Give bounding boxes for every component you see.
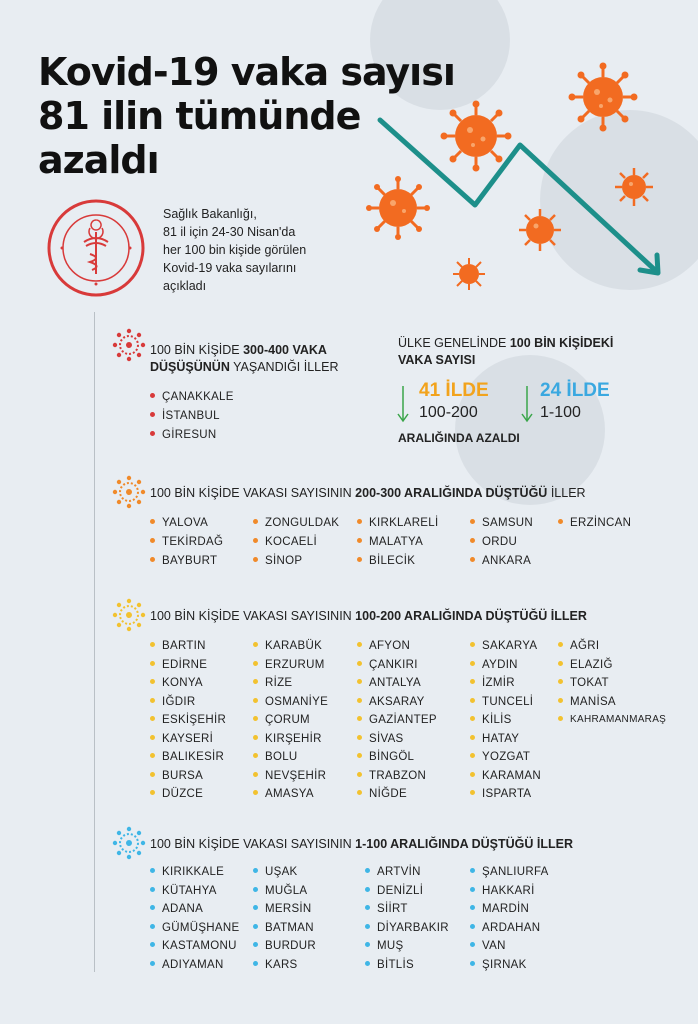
bullet-dot: [150, 698, 155, 703]
bullet-dot: [365, 961, 370, 966]
section-title-1-100: [150, 837, 573, 851]
province-item: [558, 714, 666, 725]
province-name: NEVŞEHİR: [265, 769, 327, 782]
province-name: SAMSUN: [482, 517, 534, 529]
summary-range: 100-200: [419, 404, 478, 421]
province-name: KAHRAMANMARAŞ: [570, 714, 667, 725]
province-name: MALATYA: [369, 536, 424, 548]
bullet-dot: [558, 642, 563, 647]
bullet-dot: [253, 887, 258, 892]
province-item: [150, 410, 220, 422]
virus-icon-red: [112, 328, 146, 362]
province-name: MERSİN: [265, 903, 312, 915]
province-item: [470, 922, 540, 934]
province-name: KARS: [265, 958, 298, 971]
province-name: AĞRI: [570, 640, 600, 652]
bullet-dot: [253, 716, 258, 721]
bullet-dot: [150, 393, 155, 398]
bullet-dot: [357, 557, 362, 562]
province-name: YOZGAT: [482, 751, 531, 763]
province-name: GİRESUN: [162, 429, 217, 441]
bullet-dot: [253, 698, 258, 703]
bullet-dot: [150, 519, 155, 524]
down-arrow-icon: [396, 384, 410, 424]
province-item: [558, 640, 599, 652]
province-name: ESKİŞEHİR: [162, 714, 227, 726]
province-item: [253, 903, 312, 915]
bullet-dot: [253, 519, 258, 524]
bullet-dot: [365, 887, 370, 892]
province-item: [558, 659, 613, 671]
bullet-dot: [470, 642, 475, 647]
section-title-bold: 200-300 ARALIĞINDA DÜŞTÜĞÜ: [355, 486, 548, 500]
intro-line: her 100 bin kişide görülen: [163, 243, 307, 257]
province-name: DÜZCE: [162, 788, 204, 800]
virus-icon: [612, 165, 656, 209]
province-name: HAKKARİ: [482, 884, 535, 897]
summary-heading-bold: 100 BİN KİŞİDEKİ: [509, 336, 614, 350]
section-title-200-300: [150, 486, 586, 500]
province-item: [253, 696, 328, 708]
bullet-dot: [150, 412, 155, 417]
section-title-text: YAŞANDIĞI İLLER: [229, 360, 339, 374]
province-name: AKSARAY: [369, 695, 425, 708]
province-item: [365, 903, 408, 915]
bullet-dot: [470, 868, 475, 873]
bullet-dot: [253, 735, 258, 740]
province-item: [253, 866, 298, 878]
province-item: [470, 866, 549, 878]
ministry-seal-logo: [46, 198, 146, 298]
bullet-dot: [470, 557, 475, 562]
bullet-dot: [558, 716, 563, 721]
province-item: [470, 885, 535, 897]
summary-heading-bold: VAKA SAYISI: [398, 353, 476, 367]
province-name: SAKARYA: [482, 640, 538, 652]
province-name: TRABZON: [369, 769, 427, 782]
province-item: [150, 659, 207, 671]
bullet-dot: [253, 942, 258, 947]
province-item: [253, 751, 298, 763]
province-name: KONYA: [162, 677, 203, 689]
section-title-bold: DÜŞÜŞÜNÜN: [150, 360, 230, 374]
province-item: [253, 517, 339, 529]
province-name: GÜMÜŞHANE: [162, 921, 240, 934]
bullet-dot: [150, 790, 155, 795]
province-name: GAZİANTEP: [369, 714, 437, 726]
province-name: TOKAT: [570, 677, 609, 689]
bullet-dot: [253, 679, 258, 684]
province-item: [470, 677, 515, 689]
province-item: [150, 922, 239, 934]
province-item: [150, 536, 223, 548]
bullet-dot: [150, 887, 155, 892]
bullet-dot: [357, 716, 362, 721]
bullet-dot: [470, 942, 475, 947]
province-item: [253, 733, 322, 745]
province-item: [253, 770, 326, 782]
bullet-dot: [470, 790, 475, 795]
province-name: SİNOP: [265, 555, 303, 567]
province-item: [253, 714, 310, 726]
province-item: [357, 788, 407, 800]
bullet-dot: [357, 679, 362, 684]
province-item: [150, 959, 224, 971]
province-name: ELAZIĞ: [570, 658, 613, 671]
province-item: [470, 659, 518, 671]
bullet-dot: [150, 753, 155, 758]
province-name: BALIKESİR: [162, 751, 225, 763]
province-name: ZONGULDAK: [265, 517, 340, 529]
bullet-dot: [470, 924, 475, 929]
bullet-dot: [558, 698, 563, 703]
province-name: KARABÜK: [265, 640, 323, 652]
province-item: [365, 922, 449, 934]
summary-range: 1-100: [540, 404, 581, 421]
bullet-dot: [150, 924, 155, 929]
summary-count: 24 İLDE: [540, 380, 610, 401]
province-item: [150, 866, 224, 878]
bullet-dot: [253, 961, 258, 966]
intro-line: Kovid-19 vaka sayılarını: [163, 261, 297, 275]
province-item: [253, 959, 298, 971]
bullet-dot: [150, 557, 155, 562]
province-name: BURDUR: [265, 940, 316, 952]
bullet-dot: [357, 698, 362, 703]
province-name: KIRIKKALE: [162, 866, 225, 878]
province-item: [365, 959, 414, 971]
province-name: ADANA: [162, 903, 204, 915]
bullet-dot: [470, 753, 475, 758]
province-name: ŞANLIURFA: [482, 866, 549, 878]
province-name: ERZİNCAN: [570, 517, 632, 529]
title-line-2: 81 ilin tümünde: [38, 94, 361, 138]
province-item: [150, 640, 206, 652]
virus-icon: [450, 255, 488, 293]
bullet-dot: [253, 790, 258, 795]
province-name: BİLECİK: [369, 555, 416, 567]
province-name: AYDIN: [482, 658, 518, 671]
province-name: OSMANİYE: [265, 695, 329, 708]
province-item: [150, 885, 217, 897]
province-item: [357, 517, 438, 529]
province-item: [150, 429, 217, 441]
summary-heading-text: ÜLKE GENELİNDE: [398, 336, 510, 350]
title-line-3: azaldı: [38, 138, 159, 182]
province-item: [253, 555, 302, 567]
province-item: [470, 696, 533, 708]
province-name: BURSA: [162, 769, 204, 782]
province-name: NİĞDE: [369, 788, 407, 800]
bullet-dot: [357, 753, 362, 758]
bullet-dot: [150, 942, 155, 947]
province-item: [470, 714, 512, 726]
province-item: [150, 940, 237, 952]
intro-line: açıkladı: [163, 279, 207, 293]
province-name: ŞIRNAK: [482, 958, 527, 971]
province-item: [470, 940, 506, 952]
bullet-dot: [470, 519, 475, 524]
virus-icon: [515, 205, 565, 255]
province-item: [357, 659, 418, 671]
province-item: [150, 517, 208, 529]
bullet-dot: [253, 661, 258, 666]
province-name: MARDİN: [482, 903, 530, 915]
province-item: [150, 751, 224, 763]
province-item: [470, 788, 531, 800]
province-item: [253, 659, 325, 671]
bullet-dot: [470, 679, 475, 684]
virus-icon-blue: [112, 826, 146, 860]
summary-col-1-100: [522, 380, 610, 422]
province-name: TUNCELİ: [482, 695, 534, 708]
province-name: TEKİRDAĞ: [162, 536, 224, 548]
province-item: [470, 733, 519, 745]
province-name: DİYARBAKIR: [377, 921, 449, 934]
bullet-dot: [253, 772, 258, 777]
province-item: [357, 555, 415, 567]
summary-col-100-200: [398, 380, 489, 422]
province-name: AMASYA: [265, 788, 314, 800]
section-title-text: İLLER: [547, 486, 586, 500]
province-item: [470, 640, 537, 652]
section-title-text: 100 BİN KİŞİDE VAKASI SAYISININ: [150, 837, 356, 851]
province-item: [150, 788, 203, 800]
section-title-100-200: [150, 609, 587, 623]
province-name: SİİRT: [377, 903, 408, 915]
bullet-dot: [470, 905, 475, 910]
province-item: [357, 733, 404, 745]
country-summary: [398, 335, 678, 445]
province-item: [357, 536, 423, 548]
province-name: ANKARA: [482, 555, 532, 567]
province-item: [253, 640, 322, 652]
bullet-dot: [150, 868, 155, 873]
province-item: [558, 517, 631, 529]
bullet-dot: [470, 716, 475, 721]
province-item: [365, 866, 421, 878]
bullet-dot: [357, 790, 362, 795]
bullet-dot: [150, 735, 155, 740]
province-item: [150, 677, 203, 689]
province-name: BİTLİS: [377, 958, 414, 971]
virus-icon: [568, 62, 638, 132]
province-name: BATMAN: [265, 921, 314, 934]
timeline-line: [94, 312, 95, 972]
province-item: [253, 536, 317, 548]
province-item: [253, 940, 316, 952]
bullet-dot: [150, 431, 155, 436]
virus-icon-yellow: [112, 598, 146, 632]
bullet-dot: [470, 735, 475, 740]
bullet-dot: [253, 557, 258, 562]
bullet-dot: [357, 661, 362, 666]
province-item: [357, 714, 437, 726]
summary-heading: [398, 335, 678, 369]
province-name: AFYON: [369, 640, 411, 652]
province-item: [150, 696, 195, 708]
bullet-dot: [150, 642, 155, 647]
province-item: [365, 885, 423, 897]
province-item: [470, 959, 527, 971]
province-name: KIRKLARELİ: [369, 517, 439, 529]
bullet-dot: [558, 519, 563, 524]
bullet-dot: [357, 735, 362, 740]
province-item: [470, 517, 533, 529]
bullet-dot: [470, 698, 475, 703]
province-item: [150, 770, 203, 782]
province-name: MUĞLA: [265, 884, 308, 897]
province-item: [357, 770, 426, 782]
province-name: KAYSERİ: [162, 732, 214, 745]
province-item: [253, 677, 292, 689]
province-name: ERZURUM: [265, 658, 325, 671]
bullet-dot: [253, 868, 258, 873]
province-name: BOLU: [265, 751, 298, 763]
section-title-bold: 100-200 ARALIĞINDA DÜŞTÜĞÜ İLLER: [355, 609, 587, 623]
bullet-dot: [365, 905, 370, 910]
province-item: [470, 903, 529, 915]
bullet-dot: [365, 868, 370, 873]
bullet-dot: [150, 679, 155, 684]
province-name: BARTIN: [162, 640, 206, 652]
bullet-dot: [150, 716, 155, 721]
bullet-dot: [470, 772, 475, 777]
down-arrow-icon: [520, 384, 534, 424]
bullet-dot: [558, 679, 563, 684]
province-item: [253, 885, 307, 897]
province-item: [357, 677, 421, 689]
province-item: [150, 391, 234, 403]
bullet-dot: [150, 661, 155, 666]
province-item: [357, 751, 414, 763]
province-name: İZMİR: [482, 677, 515, 689]
province-item: [150, 903, 203, 915]
province-name: MANİSA: [570, 695, 616, 708]
bullet-dot: [253, 753, 258, 758]
bullet-dot: [150, 961, 155, 966]
province-name: EDİRNE: [162, 658, 208, 671]
province-name: ISPARTA: [482, 788, 532, 800]
province-name: İSTANBUL: [162, 410, 220, 422]
bullet-dot: [150, 538, 155, 543]
province-name: KIRŞEHİR: [265, 732, 322, 745]
province-item: [365, 940, 403, 952]
province-name: KOCAELİ: [265, 536, 317, 548]
province-item: [253, 922, 314, 934]
province-name: RİZE: [265, 677, 293, 689]
province-name: VAN: [482, 940, 506, 952]
virus-icon-orange: [112, 475, 146, 509]
province-name: MUŞ: [377, 940, 404, 952]
bullet-dot: [150, 905, 155, 910]
bullet-dot: [365, 942, 370, 947]
province-item: [470, 770, 541, 782]
bullet-dot: [253, 642, 258, 647]
province-name: KÜTAHYA: [162, 884, 217, 897]
province-name: DENİZLİ: [377, 884, 424, 897]
bullet-dot: [253, 924, 258, 929]
province-name: HATAY: [482, 732, 520, 745]
province-name: ANTALYA: [369, 677, 421, 689]
title-line-1: Kovid-19 vaka sayısı: [38, 50, 455, 94]
province-name: ÇANAKKALE: [162, 391, 234, 403]
province-name: KASTAMONU: [162, 940, 237, 952]
bullet-dot: [357, 772, 362, 777]
province-item: [357, 640, 410, 652]
province-item: [253, 788, 314, 800]
bullet-dot: [253, 905, 258, 910]
section-title-text: 100 BİN KİŞİDE: [150, 343, 244, 357]
intro-line: 81 il için 24-30 Nisan'da: [163, 225, 296, 239]
province-name: KARAMAN: [482, 769, 541, 782]
province-name: ADIYAMAN: [162, 958, 224, 971]
province-name: YALOVA: [162, 517, 209, 529]
bullet-dot: [365, 924, 370, 929]
province-item: [150, 714, 226, 726]
province-name: UŞAK: [265, 866, 298, 878]
province-name: ÇORUM: [265, 714, 310, 726]
bullet-dot: [470, 961, 475, 966]
bullet-dot: [470, 661, 475, 666]
section-title-text: 100 BİN KİŞİDE VAKASI SAYISININ: [150, 486, 356, 500]
bullet-dot: [253, 538, 258, 543]
province-item: [357, 696, 425, 708]
province-name: SİVAS: [369, 732, 404, 745]
section-title-300-400: [150, 342, 338, 376]
province-item: [470, 751, 530, 763]
province-item: [150, 555, 217, 567]
province-name: BAYBURT: [162, 555, 218, 567]
province-name: BİNGÖL: [369, 751, 415, 763]
province-item: [558, 696, 616, 708]
bullet-dot: [357, 642, 362, 647]
bullet-dot: [470, 538, 475, 543]
province-name: ARTVİN: [377, 866, 421, 878]
section-title-text: 100 BİN KİŞİDE VAKASI SAYISININ: [150, 609, 356, 623]
summary-footer: ARALIĞINDA AZALDI: [398, 431, 520, 445]
province-item: [150, 733, 213, 745]
virus-icon: [440, 100, 512, 172]
bullet-dot: [357, 538, 362, 543]
bullet-dot: [357, 519, 362, 524]
intro-text: [163, 205, 393, 295]
bullet-dot: [558, 661, 563, 666]
province-name: ÇANKIRI: [369, 658, 418, 671]
province-name: ARDAHAN: [482, 921, 541, 934]
section-title-bold: 1-100 ARALIĞINDA DÜŞTÜĞÜ İLLER: [355, 837, 574, 851]
province-item: [558, 677, 609, 689]
bullet-dot: [150, 772, 155, 777]
summary-count: 41 İLDE: [419, 380, 489, 401]
bullet-dot: [470, 887, 475, 892]
province-item: [470, 536, 517, 548]
section-title-bold: 300-400 VAKA: [243, 343, 327, 357]
province-name: ORDU: [482, 536, 518, 548]
province-name: IĞDIR: [162, 695, 196, 708]
province-name: KİLİS: [482, 714, 512, 726]
intro-line: Sağlık Bakanlığı,: [163, 207, 257, 221]
province-item: [470, 555, 531, 567]
